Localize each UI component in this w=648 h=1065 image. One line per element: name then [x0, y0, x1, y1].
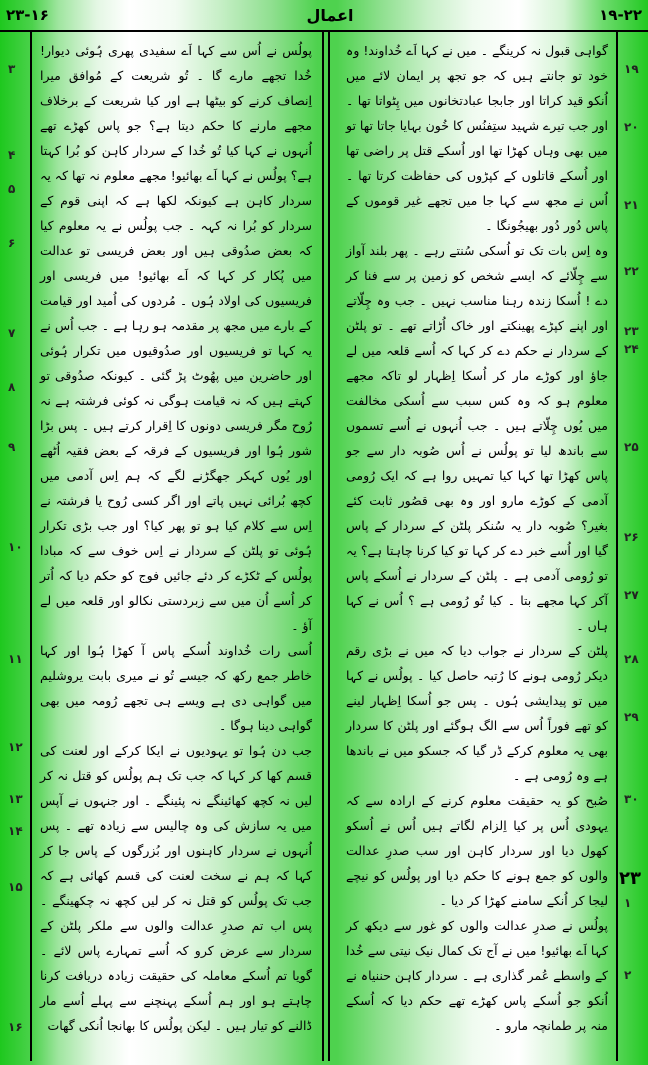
verse-number: ۶ [8, 236, 16, 250]
verse-number: ۱۱ [8, 652, 23, 666]
verse-number: ۱۲ [8, 740, 23, 754]
text-column-right [346, 38, 608, 1038]
verse-number: ۹ [8, 440, 16, 454]
verse-number: ۱۵ [8, 880, 23, 894]
verse-number: ۳ [8, 62, 16, 76]
column-rule-center-b [328, 32, 330, 1061]
page-range-right: ۱۹-۲۲ [599, 6, 642, 24]
verse-number: ۱۳ [8, 792, 23, 806]
text-column-left [40, 38, 312, 1038]
column-rule-outer-left [30, 32, 32, 1061]
verse-number: ۲۵ [624, 440, 639, 454]
paragraph: گواہی قبول نہ کرینگے ۔ میں نے کہا اَے خُداوند! وہ خود تو جانتے ہیں کہ جو تجھ پر ایمان لائے میں اُنکو قید کراتا اور جابجا عبادتخانوں میں پِٹواتا تھا ۔ اور جب تیرے شہید ستِفنُس کا خُون بہایا جاتا تھا تو میں بھی وہاں کھڑا تھا اور اُسکے قتل پر راضی تھا اور اُسکے قاتلوں کے کپڑوں کی حفاظت کرتا تھا ۔ اُس نے مجھ سے کہا جا میں تجھے غیر قوموں کے پاس دُور دُور بھیجُونگا ۔ [346, 43, 608, 233]
paragraph: پلٹن کے سردار نے جواب دیا کہ میں نے بڑی رقم دیکر رُومی ہونے کا رُتبہ حاصل کیا ۔ پولُس نے کہا میں تو پیدایشی ہُوں ۔ پس جو اُسکا اِظہار لینے کو تھے فوراً اُس سے الگ ہوگئے اور پلٹن کا سردار بھی یہ معلوم کرکے ڈر گیا کہ جسکو میں نے باندھا ہے وہ رُومی ہے ۔ [346, 643, 608, 783]
verse-number: ۱ [624, 896, 632, 910]
verse-number: ۲۷ [624, 588, 639, 602]
chapter-marker: ۲۳ [619, 868, 641, 889]
verse-number: ۲ [624, 968, 632, 982]
paragraph: پولُس نے اُس سے کہا اَے سفیدی پھری ہُوئی دیوار! خُدا تجھے مارے گا ۔ تُو شریعت کے مُوافق میرا اِنصاف کرنے کو بیٹھا ہے اور کیا شریعت کے برخلاف مجھے مارنے کا حکم دیتا ہے؟ جو پاس کھڑے تھے اُنہوں نے کہا کیا تُو خُدا کے سردار کاہن کو بُرا کہتا ہے؟ پولُس نے کہا اَے بھائیو! مجھے معلوم نہ تھا کہ یہ سردار کاہن ہے کیونکہ لکھا ہے کہ اپنی قوم کے سردار کو بُرا نہ کہہ ۔ جب پولُس نے یہ معلوم کیا کہ بعض صدُوقی ہیں اور بعض فریسی تو عدالت میں پُکار کر کہا کہ اَے بھائیو! میں فریسی اور فریسیوں کی اولاد ہُوں ۔ مُردوں کی اُمید اور قیامت کے بارے میں مجھ پر مقدمہ ہو رہا ہے ۔ جب اُس نے یہ کہا تو فریسیوں اور صدُوقیوں میں تکرار ہُوئی اور حاضرین میں پھُوٹ پڑ گئی ۔ کیونکہ صدُوقی تو کہتے ہیں کہ نہ قیامت ہوگی نہ کوئی فرشتہ ہے نہ رُوح مگر فریسی دونوں کا اِقرار کرتے ہیں ۔ پس بڑا شور ہُوا اور فریسیوں کے فرقہ کے بعض فقیہ اُٹھے اور یُوں کہکر جھگڑنے لگے کہ ہم اِس آدمی میں کچھ بُرائی نہیں پاتے اور اگر کسی رُوح یا فرشتہ نے اِس سے کلام کیا ہو تو پھر کیا؟ اور جب بڑی تکرار ہُوئی تو پلٹن کے سردار نے اِس خوف سے کہ مبادا پولُس کے ٹکڑے کر دئے جائیں فوج کو حکم دیا کہ اُتر کر اُسے اُن میں سے زبردستی نکالو اور قلعہ میں لے آؤ ۔ [40, 43, 312, 633]
verse-number: ۱۴ [8, 824, 23, 838]
verse-number: ۱۹ [624, 62, 639, 76]
paragraph: صُبح کو یہ حقیقت معلوم کرنے کے ارادہ سے کہ یہودی اُس پر کیا اِلزام لگاتے ہیں اُس نے اُسکو کھول دیا اور سردار کاہن اور سب صدرِ عدالت والوں کو جمع ہونے کا حکم دیا اور پولُس کو نیچے لیجا کر اُنکے سامنے کھڑا کر دیا ۔ [346, 793, 608, 908]
verse-number: ۲۳ [624, 324, 639, 338]
verse-number: ۷ [8, 326, 16, 340]
verse-number: ۲۶ [624, 530, 639, 544]
page-range-left: ۲۳-۱۶ [6, 6, 49, 24]
verse-number: ۲۱ [624, 198, 639, 212]
paragraph: پولُس نے صدرِ عدالت والوں کو غور سے دیکھ کر کہا اَے بھائیو! میں نے آج تک کمال نیک نیتی سے خُدا کے واسطے عُمر گذاری ہے ۔ سردار کاہن حننیاہ نے اُنکو جو اُسکے پاس کھڑے تھے حکم دیا کہ اُسکے منہ پر طمانچہ مارو ۔ [346, 918, 608, 1033]
verse-number: ۲۰ [624, 120, 639, 134]
verse-number: ۱۶ [8, 1020, 23, 1034]
verse-number: ۵ [8, 182, 16, 196]
verse-number: ۲۸ [624, 652, 639, 666]
header-rule [0, 30, 648, 32]
verse-number: ۲۹ [624, 710, 639, 724]
column-rule-outer-right [616, 32, 618, 1061]
verse-number: ۲۲ [624, 264, 639, 278]
verse-number: ۱۰ [8, 540, 23, 554]
paragraph: وہ اِس بات تک تو اُسکی سُنتے رہے ۔ پھر بلند آواز سے چِلّائے کہ ایسے شخص کو زمین پر سے فنا کر دے ! اُسکا زندہ رہنا مناسب نہیں ۔ جب وہ چِلّاتے اور اپنے کپڑے پھینکتے اور خاک اُڑاتے تھے ۔ تو پلٹن کے سردار نے حکم دے کر کہا کہ اُسے قلعہ میں لے جاؤ اور کوڑے مار کر اُسکا اِظہار لو تاکہ مجھے معلوم ہو کہ وہ کس سبب سے اُسکی مخالفت میں یُوں چِلّاتے ہیں ۔ جب اُنہوں نے اُسے تسموں سے باندھ لیا تو پولُس نے اُس صُوبہ دار سے جو پاس کھڑا تھا کہا کیا تمہیں روا ہے کہ ایک رُومی آدمی کے کوڑے مارو اور وہ بھی قصُور ثابت کئے بغیر؟ صُوبہ دار یہ سُنکر پلٹن کے سردار کے پاس گیا اور اُسے خبر دے کر کہا تو کیا کرنا چاہتا ہے؟ یہ تو رُومی آدمی ہے ۔ پلٹن کے سردار نے اُسکے پاس آکر کہا مجھے بتا ۔ کیا تُو رُومی ہے ؟ اُس نے کہا ہاں ۔ [346, 243, 608, 633]
verse-number: ۴ [8, 148, 16, 162]
paragraph: اُسی رات خُداوند اُسکے پاس آ کھڑا ہُوا اور کہا خاطر جمع رکھ کہ جیسے تُو نے میری بابت یروشلیم میں گواہی دی ہے ویسے ہی تجھے رُومہ میں بھی گواہی دینا ہوگا ۔ [40, 643, 312, 733]
verse-number: ۳۰ [624, 792, 639, 806]
paragraph: جب دن ہُوا تو یہودیوں نے ایکا کرکے اور لعنت کی قسم کھا کر کہا کہ جب تک ہم پولُس کو قتل نہ کر لیں نہ کچھ کھائینگے نہ پئینگے ۔ اور جنہوں نے آپس میں یہ سازش کی وہ چالیس سے زیادہ تھے ۔ پس اُنہوں نے سردار کاہنوں اور بُزرگوں کے پاس جا کر کہا کہ ہم نے سخت لعنت کی قسم کھائی ہے کہ جب تک پولُس کو قتل نہ کر لیں کچھ نہ چکھینگے ۔ پس اب تم صدرِ عدالت والوں سے ملکر پلٹن کے سردار سے عرض کرو کہ اُسے تمہارے پاس لائے ۔ گویا تم اُسکے معاملہ کی حقیقت زیادہ دریافت کرنا چاہتے ہو اور ہم اُسکے پہنچنے سے پہلے اُسے مار ڈالنے کو تیار ہیں ۔ لیکن پولُس کا بھانجا اُنکی گھات [40, 743, 312, 1033]
book-title: اعمال [306, 6, 354, 25]
verse-number: ۲۴ [624, 342, 639, 356]
verse-number: ۸ [8, 380, 16, 394]
column-rule-center-a [322, 32, 324, 1061]
